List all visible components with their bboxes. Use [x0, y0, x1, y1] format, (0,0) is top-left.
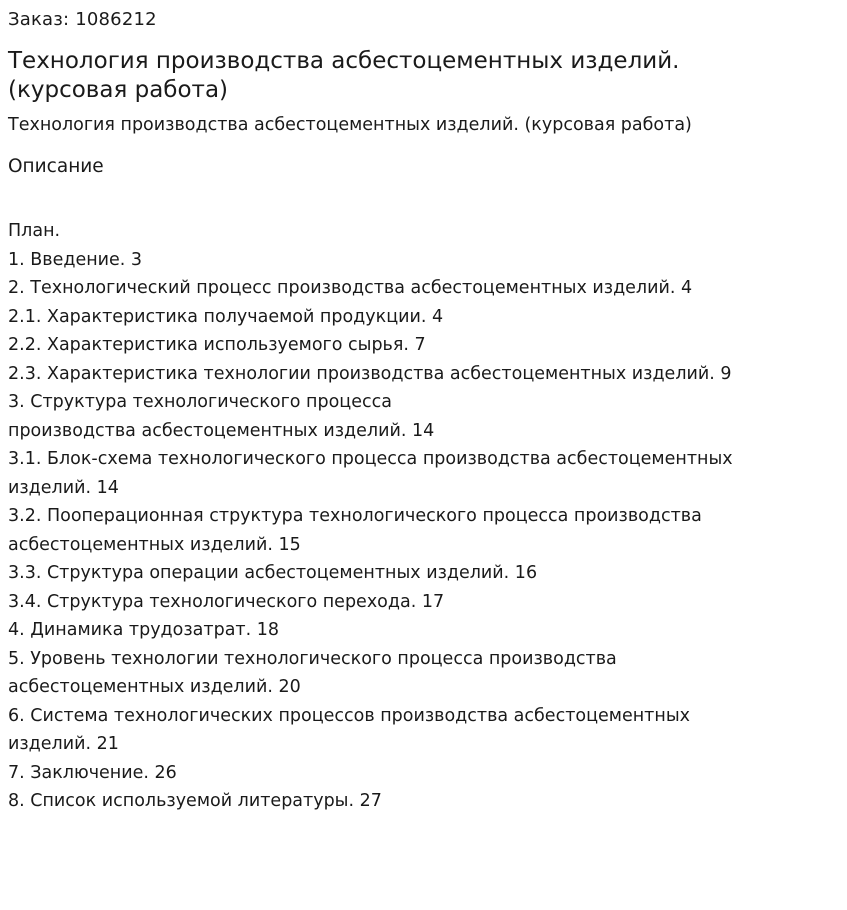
plan-list [8, 217, 818, 816]
plan-item: 1. Введение. 3 [8, 249, 143, 270]
plan-item: 3. Структура технологического процесса [8, 392, 392, 412]
description-heading: Описание [8, 156, 104, 177]
plan-item: 7. Заключение. 26 [8, 762, 177, 783]
plan-item: 4. Динамика трудозатрат. 18 [8, 620, 280, 640]
plan-item: производства асбестоцементных изделий. 14 [8, 420, 435, 441]
plan-heading: План. [8, 221, 61, 241]
plan-item: 6. Система технологических процессов производства асбестоцементных [8, 705, 690, 726]
plan-item: 3.1. Блок-схема технологического процесса производства асбестоцементных [8, 449, 733, 469]
plan-item: 2.3. Характеристика технологии производства асбестоцементных изделий. 9 [8, 363, 732, 384]
plan-item: асбестоцементных изделий. 15 [8, 534, 301, 555]
document-subtitle: Технология производства асбестоцементных изделий. (курсовая работа) [8, 115, 692, 135]
plan-item: 2.1. Характеристика получаемой продукции. 4 [8, 306, 444, 327]
plan-item: 3.2. Пооперационная структура технологического процесса производства [8, 506, 702, 526]
document-page [8, 0, 818, 816]
order-number: Заказ: 1086212 [8, 9, 157, 30]
plan-item: 2. Технологический процесс производства асбестоцементных изделий. 4 [8, 278, 693, 298]
plan-item: 3.3. Структура операции асбестоцементных изделий. 16 [8, 563, 538, 583]
plan-item: 5. Уровень технологии технологического процесса производства [8, 648, 617, 669]
plan-item: асбестоцементных изделий. 20 [8, 677, 301, 697]
plan-item: изделий. 14 [8, 477, 119, 498]
page-title [8, 47, 818, 105]
plan-item: 2.2. Характеристика используемого сырья. 7 [8, 335, 426, 355]
plan-item: изделий. 21 [8, 734, 119, 754]
plan-item: 8. Список используемой литературы. 27 [8, 791, 382, 811]
plan-item: 3.4. Структура технологического перехода. 17 [8, 591, 445, 612]
page-title-line-1: Технология производства асбестоцементных изделий. [8, 48, 680, 74]
page-title-line-2: (курсовая работа) [8, 77, 229, 103]
